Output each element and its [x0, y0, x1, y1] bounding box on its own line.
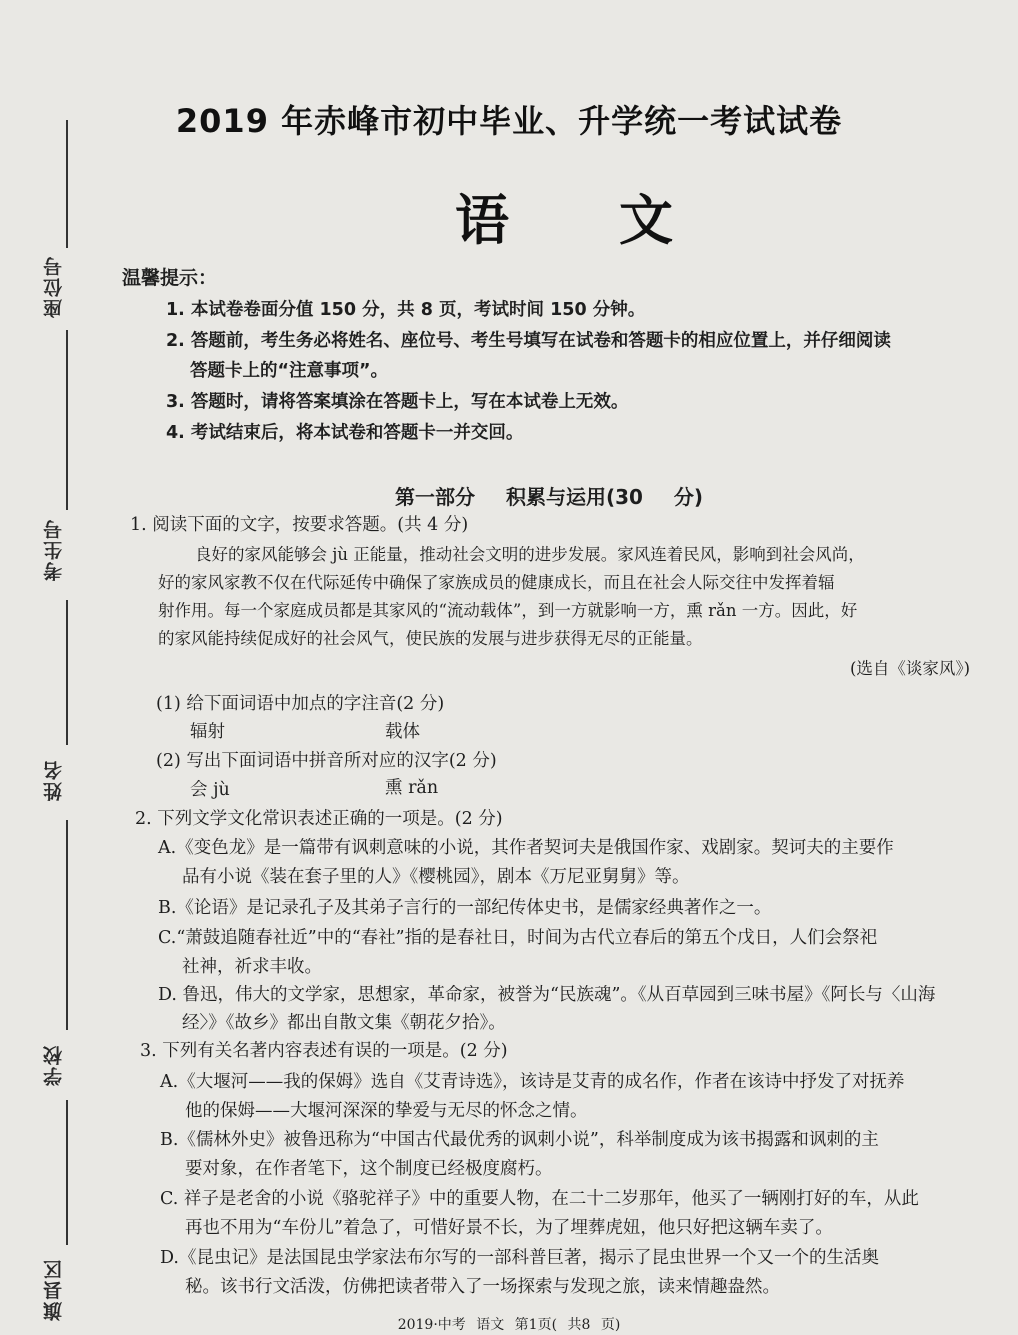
q1-passage-line: 的家风能持续促成好的社会风气，使民族的发展与进步获得无尽的正能量。: [158, 629, 703, 648]
q2-stem: 2. 下列文学文化常识表述正确的一项是。(2 分): [135, 809, 503, 829]
tip-item: 1. 本试卷卷面分值 150 分，共 8 页，考试时间 150 分钟。: [166, 300, 646, 320]
tip-item: 4. 考试结束后，将本试卷和答题卡一并交回。: [166, 423, 524, 443]
tip-item: 3. 答题时，请将答案填涂在答题卡上，写在本试卷上无效。: [166, 392, 629, 412]
q1-passage-line: 射作用。每一个家庭成员都是其家风的“流动载体”，到一方就影响一方，熏 rǎn 一方。因此，好: [158, 601, 858, 620]
q1-sub1: (1) 给下面词语中加点的字注音(2 分): [156, 694, 445, 714]
exam-title: 2019 年赤峰市初中毕业、升学统一考试试卷: [175, 102, 843, 140]
q2-option-line: 经〉》《故乡》都出自散文集《朝花夕拾》。: [182, 1013, 506, 1033]
q3-option-line: C. 祥子是老舍的小说《骆驼祥子》中的重要人物，在二十二岁那年，他买了一辆刚打好的车，从此: [160, 1189, 919, 1209]
q3-option-line: 他的保姆——大堰河深深的挚爱与无尽的怀念之情。: [185, 1101, 588, 1121]
tip-item: 2. 答题前，考生务必将姓名、座位号、考生号填写在试卷和答题卡的相应位置上，并仔细阅读: [166, 331, 891, 351]
q3-option-line: 再也不用为“车份儿”着急了，可惜好景不长，为了埋葬虎妞，他只好把这辆车卖了。: [185, 1218, 833, 1238]
q1-sub2-word: 会 jù: [190, 780, 230, 800]
q1-sub2: (2) 写出下面词语中拼音所对应的汉字(2 分): [156, 751, 497, 771]
q1-sub1-word: 辐射: [190, 722, 225, 742]
q3-option-line: B.《儒林外史》被鲁迅称为“中国古代最优秀的讽刺小说”，科举制度成为该书揭露和讽刺的主: [160, 1130, 879, 1150]
tips-heading: 温馨提示：: [122, 267, 218, 289]
tip-item: 答题卡上的“注意事项”。: [190, 361, 389, 381]
name-label: 姓名: [43, 759, 65, 801]
q1-source: (选自《谈家风》): [850, 659, 971, 678]
q3-option-line: 秘。该书行文活泼，仿佛把读者带入了一场探索与发现之旅，读来情趣盎然。: [185, 1277, 780, 1297]
school-label: 学校: [43, 1044, 65, 1086]
q3-option-line: A.《大堰河——我的保姆》选自《艾青诗选》，该诗是艾青的成名作，作者在该诗中抒发了对抚养: [160, 1072, 905, 1092]
q3-option-line: D.《昆虫记》是法国昆虫学家法布尔写的一部科普巨著，揭示了昆虫世界一个又一个的生活奥: [160, 1248, 879, 1268]
q2-option-line: A.《变色龙》是一篇带有讽刺意味的小说，其作者契诃夫是俄国作家、戏剧家。契诃夫的主要作: [158, 838, 894, 858]
seat-label: 座位号: [43, 255, 65, 319]
q2-option-line: B.《论语》是记录孔子及其弟子言行的一部纪传体史书，是儒家经典著作之一。: [158, 898, 772, 918]
q1-stem: 1. 阅读下面的文字，按要求答题。(共 4 分): [130, 515, 469, 535]
q1-sub2-word: 熏 rǎn: [385, 778, 439, 798]
q1-sub1-word: 载体: [385, 722, 420, 742]
q1-passage-line: 好的家风家教不仅在代际延传中确保了家族成员的健康成长，而且在社会人际交往中发挥着辐: [158, 573, 835, 592]
q3-option-line: 要对象，在作者笔下，这个制度已经极度腐朽。: [185, 1159, 553, 1179]
q1-passage-line: 良好的家风能够会 jù 正能量，推动社会文明的进步发展。家风连着民风，影响到社会风尚，: [195, 545, 865, 564]
exam-no-label: 考生号: [43, 518, 65, 582]
section-heading: 第一部分 积累与运用(30 分): [395, 485, 704, 509]
q2-option-line: D. 鲁迅，伟大的文学家，思想家，革命家，被誉为“民族魂”。《从百草园到三味书屋》《阿长与〈山海: [158, 985, 936, 1005]
q2-option-line: 品有小说《装在套子里的人》《樱桃园》，剧本《万尼亚舅舅》等。: [182, 867, 690, 887]
page-footer: 2019·中考 语文 第1页( 共8 页): [397, 1317, 621, 1333]
district-label: 旗县区: [43, 1258, 65, 1322]
q3-stem: 3. 下列有关名著内容表述有误的一项是。(2 分): [140, 1041, 508, 1061]
subject-title: 语文: [455, 189, 783, 252]
q2-option-line: 社神，祈求丰收。: [182, 957, 322, 977]
q2-option-line: C.“萧鼓追随春社近”中的“春社”指的是春社日，时间为古代立春后的第五个戊日，人们会祭祀: [158, 928, 878, 948]
